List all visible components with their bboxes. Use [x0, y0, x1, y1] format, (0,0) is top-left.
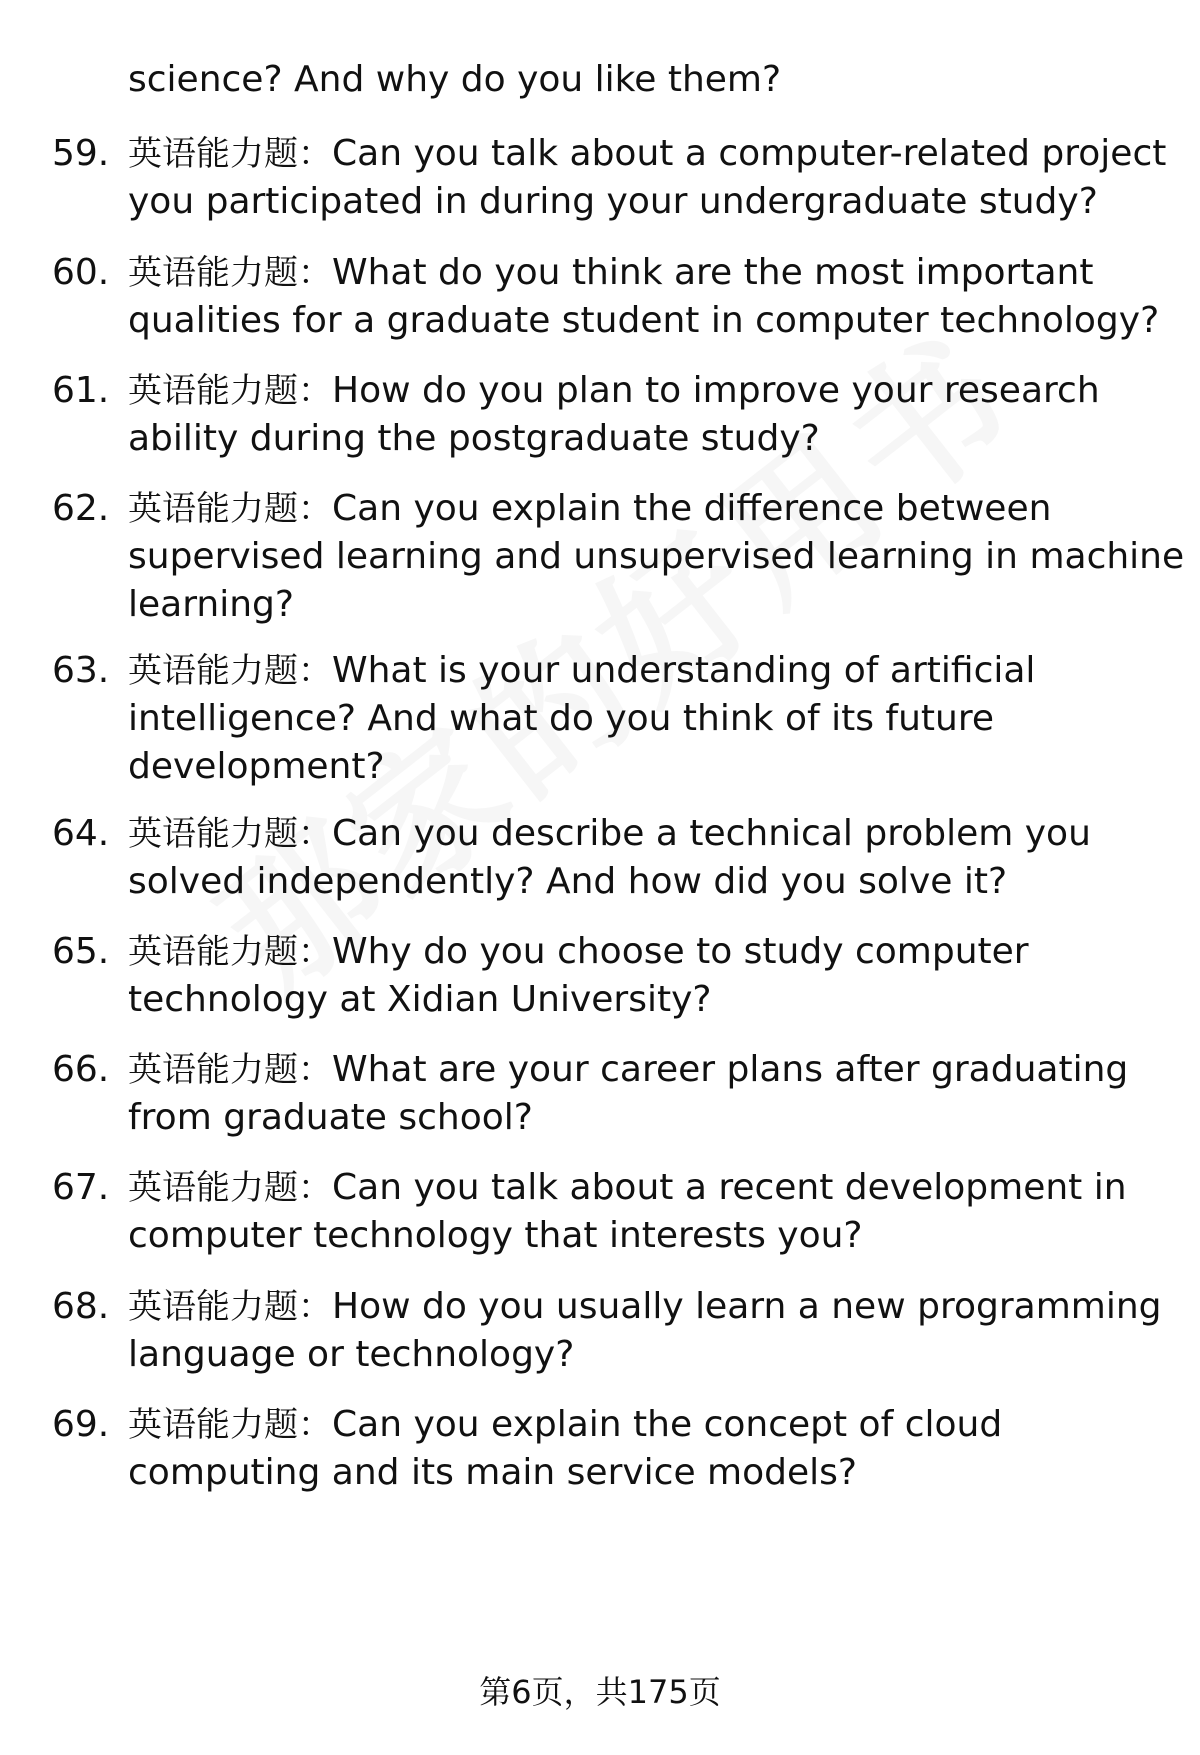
question-line: Can you explain the concept of cloud [332, 1404, 1003, 1445]
question-line: How do you plan to improve your research [332, 370, 1100, 411]
question-prefix: 英语能力题： [128, 371, 332, 411]
question-number: 65. [52, 931, 110, 972]
question-prefix: 英语能力题： [128, 651, 332, 691]
question-line: supervised learning and unsupervised learning in machine [128, 536, 1185, 577]
question-line: What are your career plans after graduating [332, 1049, 1129, 1090]
question-number: 62. [52, 488, 110, 529]
question-line: technology at Xidian University? [128, 979, 712, 1020]
question-line: What is your understanding of artificial [332, 650, 1036, 691]
question-text [128, 130, 1200, 226]
question-line: computer technology that interests you? [128, 1215, 863, 1256]
question-text [128, 249, 1200, 345]
question-line: What do you think are the most important [332, 252, 1094, 293]
question-line: Can you explain the difference between [332, 488, 1052, 529]
question-prefix: 英语能力题： [128, 932, 332, 972]
continuation-text: science? And why do you like them? [128, 59, 782, 100]
question-prefix: 英语能力题： [128, 1168, 332, 1208]
question-line: Why do you choose to study computer [332, 931, 1029, 972]
question-number: 64. [52, 813, 110, 854]
question-line: computing and its main service models? [128, 1452, 858, 1493]
question-prefix: 英语能力题： [128, 814, 332, 854]
page-footer: 第6页，共175页 [479, 1673, 721, 1711]
question-line: qualities for a graduate student in computer technology? [128, 300, 1160, 341]
question-line: language or technology? [128, 1334, 575, 1375]
question-text [128, 485, 1200, 629]
question-text [128, 1046, 1200, 1142]
question-number: 59. [52, 133, 110, 174]
question-line: from graduate school? [128, 1097, 533, 1138]
question-prefix: 英语能力题： [128, 1287, 332, 1327]
question-line: Can you talk about a computer-related project [332, 133, 1167, 174]
question-text [128, 367, 1200, 463]
question-number: 69. [52, 1404, 110, 1445]
question-text [128, 1283, 1200, 1379]
question-prefix: 英语能力题： [128, 1405, 332, 1445]
question-line: ability during the postgraduate study? [128, 418, 820, 459]
question-number: 68. [52, 1286, 110, 1327]
question-text [128, 647, 1200, 791]
question-number: 67. [52, 1167, 110, 1208]
question-number: 61. [52, 370, 110, 411]
question-text [128, 1401, 1200, 1497]
question-text [128, 1164, 1200, 1260]
question-line: you participated in during your undergraduate study? [128, 181, 1098, 222]
question-prefix: 英语能力题： [128, 253, 332, 293]
question-number: 60. [52, 252, 110, 293]
question-prefix: 英语能力题： [128, 134, 332, 174]
question-text [128, 810, 1200, 906]
question-line: How do you usually learn a new programming [332, 1286, 1162, 1327]
question-number: 66. [52, 1049, 110, 1090]
question-text [128, 928, 1200, 1024]
question-line: Can you talk about a recent development in [332, 1167, 1127, 1208]
question-line: development? [128, 746, 385, 787]
question-number: 63. [52, 650, 110, 691]
question-prefix: 英语能力题： [128, 1050, 332, 1090]
question-line: Can you describe a technical problem you [332, 813, 1091, 854]
question-line: intelligence? And what do you think of its future [128, 698, 995, 739]
question-line: solved independently? And how did you solve it? [128, 861, 1008, 902]
question-prefix: 英语能力题： [128, 489, 332, 529]
question-line: learning? [128, 584, 294, 625]
